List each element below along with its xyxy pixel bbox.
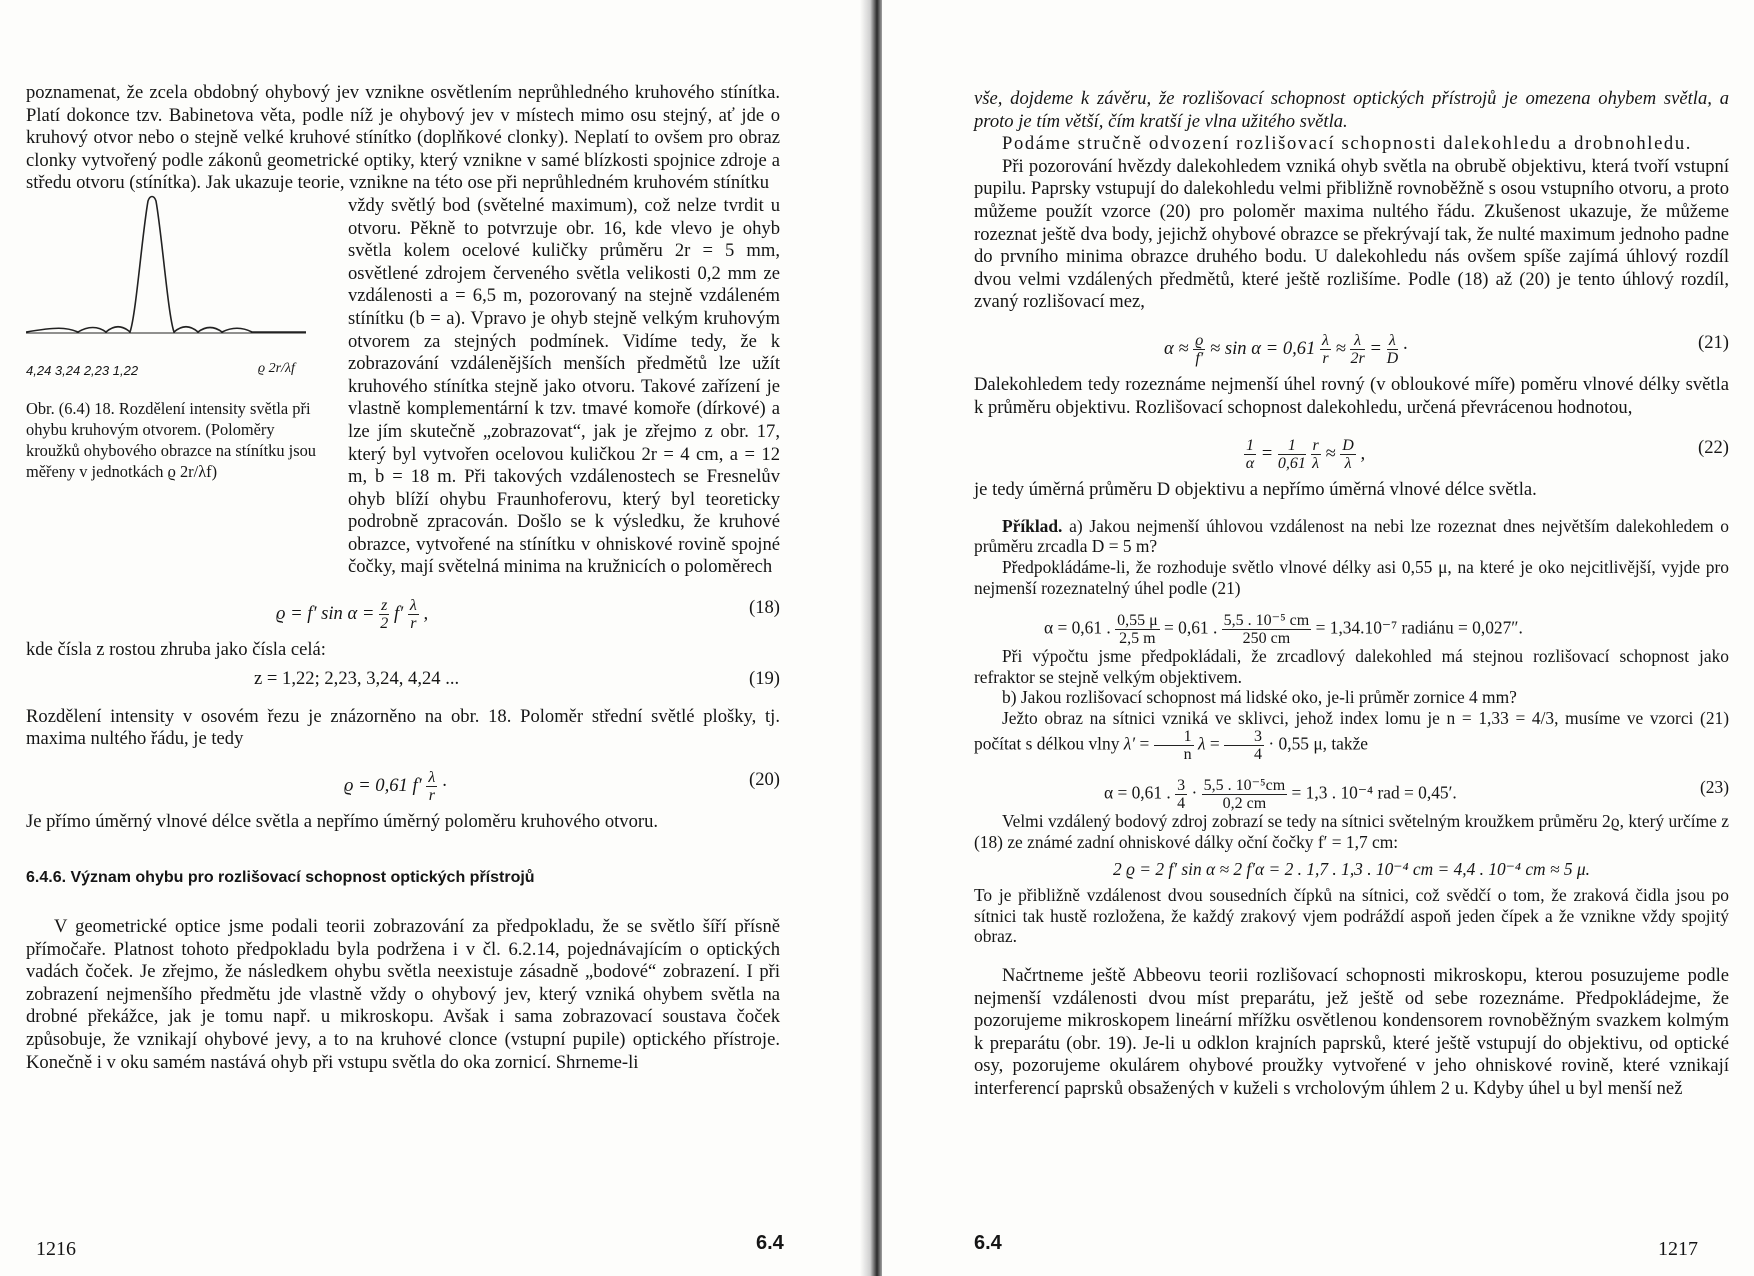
equation-19-number: (19) [749,667,780,689]
figure-tick-labels: 4,24 3,24 2,23 1,22 [26,362,139,378]
left-paragraph-4: Je přímo úměrný vlnové délce světla a nepřímo úměrný poloměru kruhového otvoru. [26,810,659,832]
right-section-number: 6.4 [974,1232,1002,1254]
left-paragraph-1: poznamenat, že zcela obdobný ohybový jev vznikne osvětlením neprůhledného kruhového stínítka. Platí dokonce tzv. Babinetova věta, podle níž je ohybový jev v místech mimo osu stejný, ať jde o kruhový otvor nebo o stejně velké kruhové stínítko (doplňkové clonky). Neplatí to ovšem pro obraz clonky vytvořený podle zákonů geometrické optiky, který vznikne v samé blízkosti spojnice zdroje a středu otvoru (stínítka). Jak ukazuje teorie, vznikne na této ose při neprůhledném kruhovém stínítku [26,82,780,194]
equation-19-text: z = 1,22; 2,23, 3,24, 4,24 ... [254,667,460,689]
equation-21: α ≈ $\frac{ϱ}{f'}$ ≈ sin α = 0,61 $\frac{\lambda}{r}$ ≈ $\frac{\lambda}{2r}$ = $\frac{\lambda}{D}$ · (21) [1164,331,1729,367]
example-equation-3: 2 ϱ = 2 f′ sin α ≈ 2 f′α = 2 . 1,7 . 1,3 . 10⁻⁴ cm = 4,4 . 10⁻⁴ cm ≈ 5 μ. [1113,858,1590,879]
example-label: Příklad. [1002,515,1063,536]
example-text-5-tail: 0,55 μ, takže [1278,733,1369,754]
right-paragraph-5: je tedy úměrná průměru D objektivu a nepřímo úměrná vlnové délce světla. [974,479,1537,501]
section-heading: 6.4.6. Význam ohybu pro rozlišovací schopnost optických přístrojů [26,869,535,887]
left-page-number: 1216 [36,1238,76,1260]
example-text-3: Při výpočtu jsme předpokládali, že zrcadlový dalekohled má stejnou rozlišovací schopnost jako refraktor se stejně velkým objektivem. [974,646,1729,687]
intensity-curve [26,195,326,355]
left-paragraph-1-wrap: vždy světlý bod (světelné maximum), což nelze tvrdit u otvoru. Pěkně to potvrzuje obr. 16, kde vlevo je ohyb světla kolem ocelové kuličky průměru 2r = 5 mm, osvětlené zdrojem červeného světla velikosti 0,2 mm ze vzdálenosti a = 6,5 m, pozorovaný na stejně vzdáleném stínítku (b = a). Vpravo je ohyb stejně velkým kruhovým otvorem za stejných podmínek. Vidíme tedy, že k zobrazování vzdálenějších menších předmětů lze užít kruhového stínítka stejně jako otvoru. Takové zařízení je vlastně komplementární k tzv. tmavé komoře (dírkové) a lze jím skutečně „zobrazovat“, jak je zřejmo z obr. 17, který byl vytvořen ocelovou kuličkou 2r = 4 cm, a = 12 m, b = 18 m. Při takových vzdálenostech se Fresnelův ohyb blíží ohybu Fraunhoferovu, který byl teoreticky podrobně zpracován. Došlo se k výsledku, že kruhové obrazce, vytvořené na stínítku v ohniskové rovině spojné čočky, mají světelná minima na kružnicích o poloměrech [348,194,780,578]
left-text-column [26,82,780,1074]
equation-23-number: (23) [1700,777,1729,798]
left-paragraph-5: V geometrické optice jsme podali teorii zobrazování za předpokladu, že se světlo šíří přísně přímočaře. Platnost tohoto předpokladu byla podržena i v čl. 6.2.14, pojednávajícím o optických vadách čoček. Je zřejmo, že následkem ohybu světla neexistuje zásadně „bodové“ zobrazení. I při zobrazení nejmenšího předmětu jde vlastně vždy o ohybový jev, který vzniká ohybem světla na drobné překážce, jak je tomu např. u mikroskopu. Avšak i sama zobrazovací soustava čoček způsobuje, že vznikají ohybové jevy, a to na kruhové clonce (vstupní pupile) optického přístroje. Konečně i v oku samém nastává ohyb při vstupu světla do oka zornicí. Shrneme-li [26,916,780,1073]
example-equation-1: α = 0,61 . $\frac{0,55 \mu}{2,5 m}$ = 0,61 . $\frac{\text{5,5 . 10⁻⁵ cm}}{250 cm}$ = 1,34.10⁻⁷ radiánu = 0,027″. [1044,612,1523,648]
right-text-column [974,88,1729,1101]
equation-18-number: (18) [749,597,780,619]
equation-23: α = 0,61 . $\frac{3}{4}$ · $\frac{\text{5,5 . 10⁻⁵cm}}{0,2 cm}$ = 1,3 . 10⁻⁴ rad = 0,45′. (23) [1104,777,1729,813]
equation-20-number: (20) [749,768,780,790]
right-page-number: 1217 [1658,1238,1698,1260]
equation-23-result: = 1,3 . 10⁻⁴ rad = 0,45′. [1291,782,1457,803]
right-paragraph-3: Při pozorování hvězdy dalekohledem vzniká ohyb světla na obrubě objektivu, která tvoří vstupní pupilu. Paprsky vstupují do dalekohledu velmi přibližně rovnoběžně s osou vstupního otvoru, a proto můžeme použít vzorce (20) pro poloměr maxima nultého řádu. Zkušenost ukazuje, že můžeme rozeznat ještě dva body, jejichž ohybové obrazce se překrývají tak, že nulté maximum jednoho padne do prvního minima obrazce druhého bodu. U dalekohledu nás ovšem spíše zajímá úhlový rozdíl dvou velmi vzdálených předmětů, které ještě rozlišíme. Podle (18) až (20) je tento úhlový rozdíl, zvaný rozlišovací mez, [974,155,1729,313]
right-paragraph-4: Dalekohledem tedy rozeznáme nejmenší úhel rovný (v obloukové míře) poměru vlnové délky světla k průměru objektivu. Rozlišovací schopnost dalekohledu, určená převrácenou hodnotou, [974,373,1729,418]
left-section-number: 6.4 [756,1232,784,1254]
equation-21-number: (21) [1698,331,1729,353]
equation-20: ϱ = 0,61 f′ $\frac{\lambda}{r}$ · (20) [344,768,780,804]
example-text-7: To je přibližně vzdálenost dvou sousedních čípků na sítnici, což svědčí o tom, že zraková čidla jsou po sítnici tak hustě rozložena, že každý zrakový vjem podráždí aspoň jeden čípek a že vznikne vždy spojitý obraz. [974,885,1729,947]
example-equation-1-result: = 1,34.10⁻⁷ radiánu = 0,027″. [1315,617,1523,638]
right-paragraph-6: Načrtneme ještě Abbeovu teorii rozlišovací schopnosti mikroskopu, kterou posuzujeme podle nejmenší vzdálenosti dvou míst preparátu, jež ještě od sebe rozeznáme. Předpokládejme, že pozorujeme mikroskopem lineární mřížku osvětlenou kondensorem rovnoběžným svazkem kolmým k preparátu (obr. 19). Je-li u odklon krajních paprsků, které ještě vstupují do objektivu, od optické osy, pozorujeme okulárem ohybové proužky vytvořené v jeho ohniskové rovině, které vznikají interferencí paprsků obsažených v kuželi s vrcholovým úhlem 2 u. Kdyby úhel u byl menší než [974,965,1729,1099]
right-paragraph-1: vše, dojdeme k závěru, že rozlišovací schopnost optických přístrojů je omezena ohybem světla, a proto je tím větší, čím kratší je vlna užitého světla. [974,88,1729,132]
right-paragraph-2: Podáme stručně odvození rozlišovací schopnosti dalekohledu a drobnohledu. [1002,133,1692,155]
example-text-5: Ježto obraz na sítnici vzniká ve sklivci, jehož index lomu je n = 1,33 = 4/3, musíme ve vzorci (21) počítat s délkou vlny [974,707,1729,754]
right-page [882,0,1754,1276]
example-part-a: a) Jakou nejmenší úhlovou vzdálenost na nebi lze rozeznat dnes největším dalekohledem o průměru zrcadla D = 5 m? [974,515,1729,557]
left-page [0,0,872,1276]
equation-22-number: (22) [1698,437,1729,459]
left-paragraph-3: Rozdělení intensity v osovém řezu je znázorněno na obr. 18. Poloměr střední světlé plošky, tj. maxima nultého řádu, je tedy [26,705,780,750]
equation-19 [26,668,780,698]
example-text-6: Velmi vzdálený bodový zdroj zobrazí se tedy na sítnici světelným kroužkem průměru 2ϱ, který určíme z (18) ze známé zadní ohniskové dálky oční čočky f′ = 1,7 cm: [974,811,1729,853]
intensity-figure [26,195,356,595]
example-part-b: b) Jakou rozlišovací schopnost má lidské oko, je-li průměr zornice 4 mm? [1002,687,1517,708]
left-paragraph-2: kde čísla z rostou zhruba jako čísla celá: [26,639,326,661]
example-text-2: Předpokládáme-li, že rozhoduje světlo vlnové délky asi 0,55 μ, na které je oko nejcitlivější, vyjde pro nejmenší rozeznatelný úhel podle (21) [974,556,1729,598]
figure-axis-label: ϱ 2r/λf [258,360,295,376]
equation-22: $\frac{1}{\alpha}$ = $\frac{1}{0,61}$ $\frac{r}{\lambda}$ ≈ $\frac{D}{\lambda}$ , (22) [1245,437,1729,473]
equation-18: ϱ = f′ sin α = $\frac{z}{2}$ f′ $\frac{\lambda}{r}$ , (18) [276,597,780,633]
example-block: Příklad. a) Jakou nejmenší úhlovou vzdálenost na nebi lze rozeznat dnes největším dalekohledem o průměru zrcadla D = 5 m? Předpokládáme-li, že rozhoduje světlo vlnové délky asi 0,55 μ, na které je oko nejcitlivější, vyjde pro nejmenší rozeznatelný úhel podle (21) α = 0,61 . $\frac{0,55 \mu}{2,5 m}$ = 0,61 . $\frac{\text{5,5 . 10⁻⁵ cm}}{250 cm}$ = 1,34.10⁻⁷ radiánu = 0,027″. Při výpočtu jsme předpokládali, že zrcadlový dalekohled má stejnou rozlišovací schopnost jako refraktor se stejně velkým objektivem. b) Jakou rozlišovací schopnost má lidské oko, je-li průměr zornice 4 mm? Ježto obraz na sítnici vzniká ve sklivci, jehož index lomu je n = 1,33 = 4/3, musíme ve vzorci (21) počítat s délkou vlny λ′ = $\frac{1}{n}$ λ = $\frac{3}{4}$ · 0,55 μ, takže α = 0,61 . $\frac{3}{4}$ · $\frac{\text{5,5 . 10⁻⁵cm}}{0,2 cm}$ = 1,3 . 10⁻⁴ rad = 0,45′. (23) Velmi vzdálený bodový zdroj zobrazí se tedy na sítnici světelným kroužkem průměru 2ϱ, který určíme z (18) ze známé zadní ohniskové dálky oční čočky f′ = 1,7 cm: 2 ϱ = 2 f′ sin α ≈ 2 f′α = 2 . 1,7 . 1,3 . 10⁻⁴ cm = 4,4 . 10⁻⁴ cm ≈ 5 μ. To je přibližně vzdálenost dvou sousedních čípků na sítnici, což svědčí o tom, že zraková čidla jsou po sítnici tak hustě rozložena, že každý zrakový vjem podráždí aspoň jeden čípek a že vznikne vždy spojitý obraz. [974,515,1729,947]
figure-caption: Obr. (6.4) 18. Rozdělení intensity světla při ohybu kruhovým otvorem. (Poloměry kroužků ohybového obrazce na stínítku jsou měřeny v jednotkách ϱ 2r/λf) [26,398,316,481]
